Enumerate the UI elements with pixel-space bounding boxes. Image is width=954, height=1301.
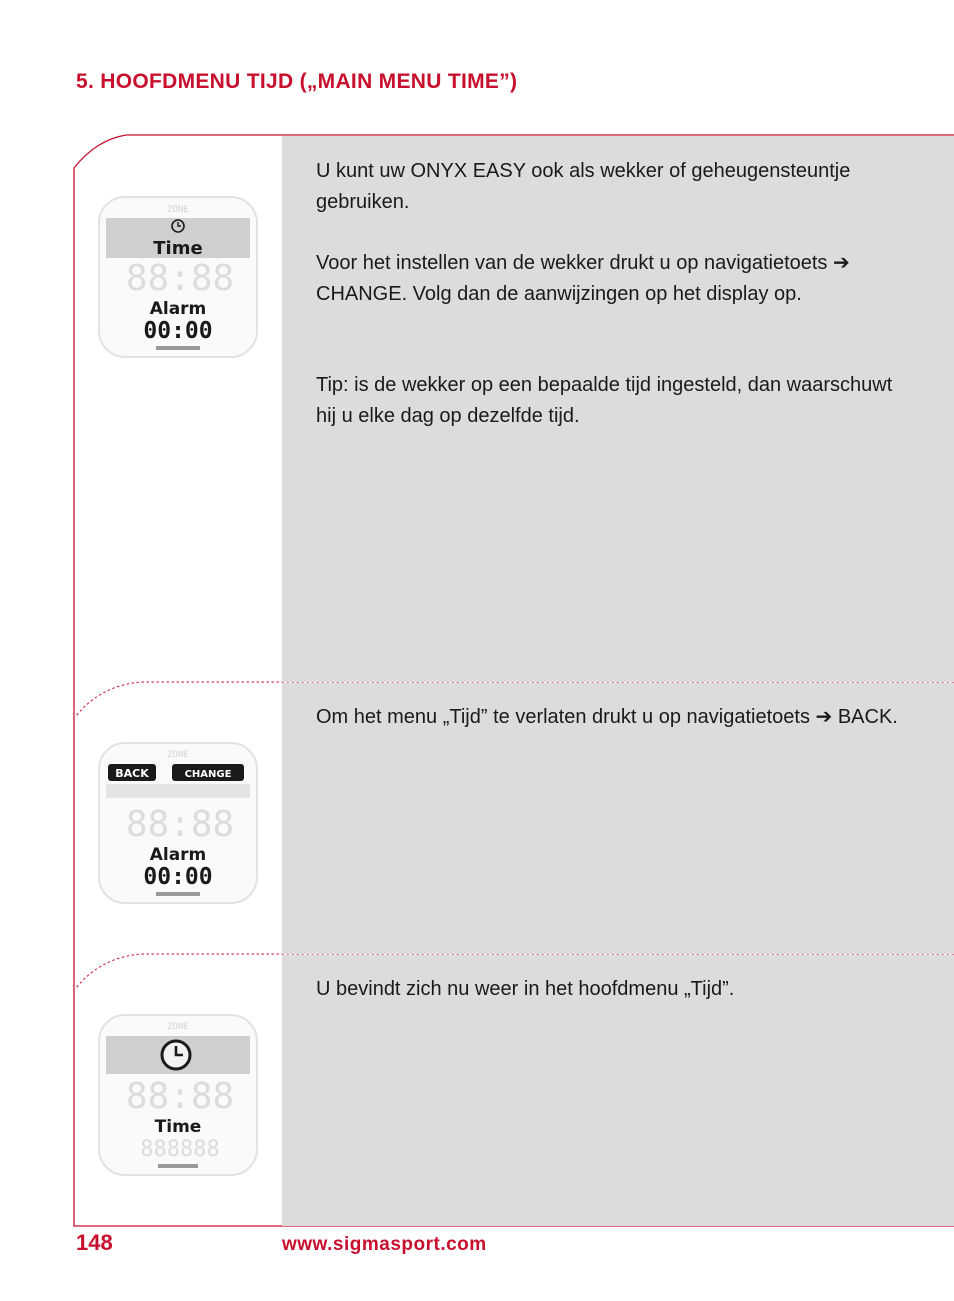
paragraph: U bevindt zich nu weer in het hoofdmenu „Tijd”. — [316, 978, 735, 1000]
website-link[interactable]: www.sigmasport.com — [282, 1234, 487, 1255]
display-segments: 88:88 — [125, 258, 235, 299]
display-label: Alarm — [149, 845, 207, 865]
instruction-panel-2 — [282, 683, 954, 954]
display-top-label: Time — [153, 238, 203, 259]
back-soft-button: BACK — [115, 767, 149, 780]
display-label: Alarm — [149, 299, 207, 319]
zone-label: ZONE — [167, 750, 189, 760]
page-heading: 5. HOOFDMENU TIJD („MAIN MENU TIME”) — [76, 70, 518, 93]
watch-display-alarm — [96, 194, 260, 360]
paragraph: Om het menu „Tijd” te verlaten drukt u op navigatietoets ➔ BACK. — [316, 706, 898, 728]
page-number: 148 — [76, 1230, 113, 1255]
display-bottom-value: 00:00 — [143, 318, 213, 344]
instruction-panel-3 — [282, 955, 954, 1226]
watch-display-alarm-menu — [96, 740, 260, 906]
change-soft-button: CHANGE — [184, 769, 232, 780]
clock-large-icon — [162, 1041, 190, 1069]
display-segments: 88:88 — [125, 804, 235, 845]
watch-display-time — [96, 1012, 260, 1178]
display-bottom-value: 888888 — [140, 1137, 220, 1162]
zone-label: ZONE — [167, 205, 189, 215]
zone-label: ZONE — [167, 1022, 189, 1032]
display-label: Time — [154, 1117, 202, 1137]
paragraph: Voor het instellen van de wekker drukt u op navigatietoets ➔ CHANGE. Volg dan de aanwijzingen op het display op. — [316, 252, 850, 305]
instruction-panel-1 — [282, 136, 954, 682]
paragraph: U kunt uw ONYX EASY ook als wekker of geheugensteuntje gebruiken. — [316, 160, 851, 213]
display-segments: 88:88 — [125, 1076, 235, 1117]
paragraph: Tip: is de wekker op een bepaalde tijd ingesteld, dan waarschuwt hij u elke dag op dezelfde tijd. — [316, 374, 893, 427]
display-bottom-value: 00:00 — [143, 864, 213, 890]
